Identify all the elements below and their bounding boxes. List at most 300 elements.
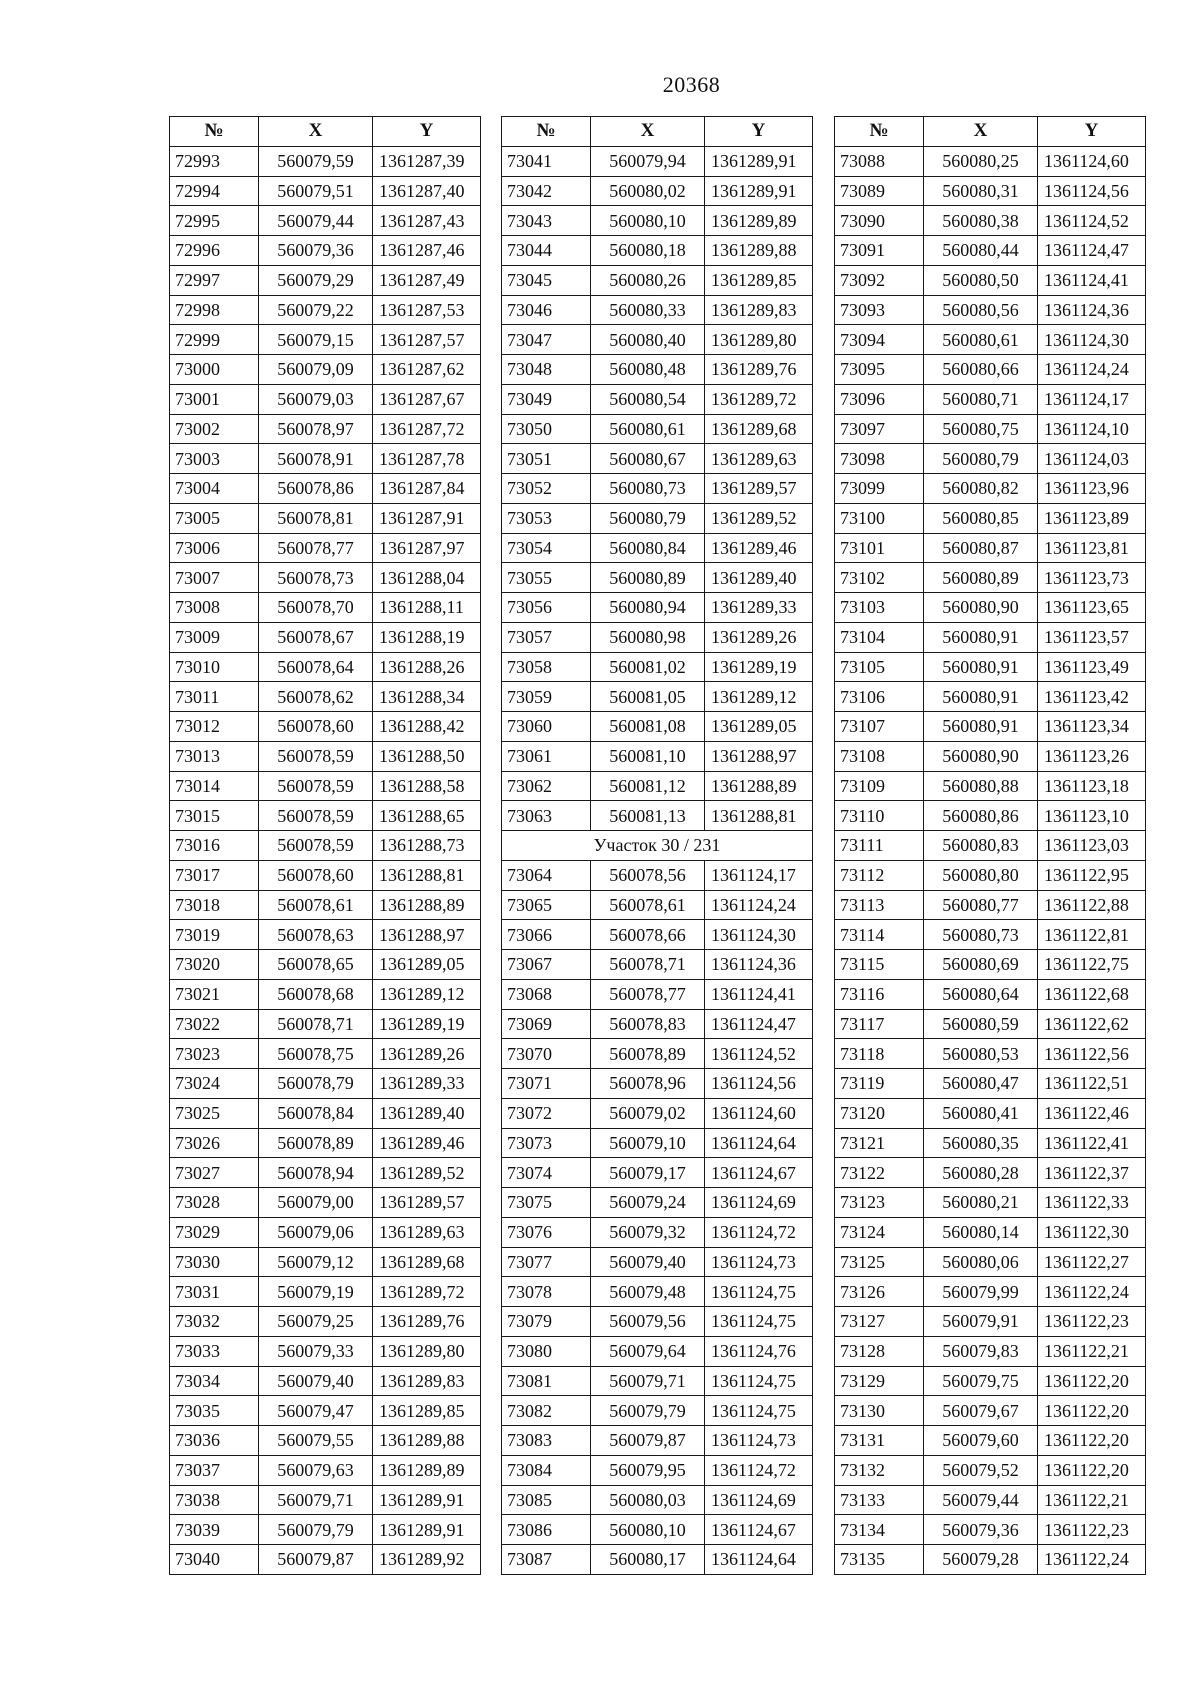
point-number-cell: 73061 (502, 741, 591, 771)
table-row (170, 1009, 481, 1039)
y-coordinate-cell: 1361124,47 (705, 1009, 813, 1039)
x-coordinate-cell: 560078,61 (259, 890, 373, 920)
point-number-cell: 73077 (502, 1247, 591, 1277)
x-coordinate-cell: 560079,94 (591, 146, 705, 176)
y-coordinate-cell: 1361123,03 (1038, 831, 1146, 861)
x-coordinate-cell: 560080,10 (591, 1515, 705, 1545)
point-number-cell: 73076 (502, 1217, 591, 1247)
point-number-cell: 73002 (170, 414, 259, 444)
table-row (170, 831, 481, 861)
point-number-cell: 73113 (835, 890, 924, 920)
table-row (835, 920, 1146, 950)
table-row (170, 652, 481, 682)
y-coordinate-cell: 1361122,88 (1038, 890, 1146, 920)
y-coordinate-cell: 1361122,24 (1038, 1277, 1146, 1307)
x-coordinate-cell: 560080,21 (924, 1188, 1038, 1218)
y-coordinate-cell: 1361288,89 (373, 890, 481, 920)
table-row (170, 1396, 481, 1426)
y-coordinate-cell: 1361122,33 (1038, 1188, 1146, 1218)
x-coordinate-cell: 560080,87 (924, 533, 1038, 563)
y-coordinate-cell: 1361289,91 (705, 146, 813, 176)
point-number-cell: 73069 (502, 1009, 591, 1039)
table-row (170, 563, 481, 593)
table-row (502, 771, 813, 801)
point-number-cell: 73027 (170, 1158, 259, 1188)
point-number-cell: 73131 (835, 1426, 924, 1456)
table-row (835, 712, 1146, 742)
table-row (502, 1069, 813, 1099)
point-number-cell: 73114 (835, 920, 924, 950)
y-coordinate-cell: 1361289,26 (373, 1039, 481, 1069)
y-coordinate-cell: 1361289,19 (373, 1009, 481, 1039)
table-row (170, 1366, 481, 1396)
x-coordinate-cell: 560080,83 (924, 831, 1038, 861)
x-coordinate-cell: 560079,47 (259, 1396, 373, 1426)
y-coordinate-cell: 1361287,53 (373, 295, 481, 325)
x-coordinate-cell: 560080,75 (924, 414, 1038, 444)
table-row (835, 1128, 1146, 1158)
y-coordinate-cell: 1361289,89 (373, 1455, 481, 1485)
y-coordinate-cell: 1361122,30 (1038, 1217, 1146, 1247)
table-row (170, 236, 481, 266)
y-coordinate-cell: 1361122,20 (1038, 1455, 1146, 1485)
x-coordinate-cell: 560079,09 (259, 355, 373, 385)
x-coordinate-cell: 560079,91 (924, 1307, 1038, 1337)
y-coordinate-cell: 1361287,91 (373, 503, 481, 533)
table-row (835, 1515, 1146, 1545)
x-coordinate-cell: 560080,59 (924, 1009, 1038, 1039)
x-coordinate-cell: 560079,40 (259, 1366, 373, 1396)
point-number-cell: 73088 (835, 146, 924, 176)
x-coordinate-cell: 560079,32 (591, 1217, 705, 1247)
y-coordinate-cell: 1361124,73 (705, 1247, 813, 1277)
table-row (502, 1128, 813, 1158)
y-coordinate-cell: 1361122,81 (1038, 920, 1146, 950)
point-number-cell: 73132 (835, 1455, 924, 1485)
point-number-cell: 73008 (170, 593, 259, 623)
table-row (170, 474, 481, 504)
y-coordinate-cell: 1361122,46 (1038, 1098, 1146, 1128)
y-coordinate-cell: 1361289,33 (373, 1069, 481, 1099)
y-coordinate-cell: 1361123,42 (1038, 682, 1146, 712)
y-coordinate-cell: 1361289,85 (705, 265, 813, 295)
x-coordinate-cell: 560080,91 (924, 622, 1038, 652)
x-coordinate-cell: 560079,71 (259, 1485, 373, 1515)
x-coordinate-cell: 560079,87 (259, 1545, 373, 1575)
x-coordinate-cell: 560079,19 (259, 1277, 373, 1307)
y-coordinate-cell: 1361288,89 (705, 771, 813, 801)
x-coordinate-cell: 560080,53 (924, 1039, 1038, 1069)
table-row (835, 1069, 1146, 1099)
table-row (502, 206, 813, 236)
point-number-cell: 73047 (502, 325, 591, 355)
point-number-cell: 73121 (835, 1128, 924, 1158)
x-coordinate-cell: 560078,68 (259, 979, 373, 1009)
x-coordinate-cell: 560078,60 (259, 712, 373, 742)
x-coordinate-cell: 560079,10 (591, 1128, 705, 1158)
point-number-cell: 73044 (502, 236, 591, 266)
point-number-cell: 73115 (835, 950, 924, 980)
point-number-cell: 73013 (170, 741, 259, 771)
point-number-cell: 73110 (835, 801, 924, 831)
x-coordinate-cell: 560080,91 (924, 712, 1038, 742)
y-coordinate-cell: 1361288,81 (705, 801, 813, 831)
x-coordinate-cell: 560080,03 (591, 1485, 705, 1515)
x-coordinate-cell: 560078,59 (259, 771, 373, 801)
x-coordinate-cell: 560080,28 (924, 1158, 1038, 1188)
x-coordinate-cell: 560078,56 (591, 860, 705, 890)
y-coordinate-cell: 1361122,23 (1038, 1515, 1146, 1545)
point-number-cell: 72999 (170, 325, 259, 355)
table-row (170, 1515, 481, 1545)
y-coordinate-cell: 1361122,20 (1038, 1426, 1146, 1456)
y-coordinate-cell: 1361289,05 (705, 712, 813, 742)
table-row (835, 682, 1146, 712)
table-row (502, 355, 813, 385)
point-number-cell: 73126 (835, 1277, 924, 1307)
point-number-cell: 73001 (170, 384, 259, 414)
x-coordinate-cell: 560081,12 (591, 771, 705, 801)
x-coordinate-cell: 560080,06 (924, 1247, 1038, 1277)
point-number-cell: 73009 (170, 622, 259, 652)
x-coordinate-cell: 560081,13 (591, 801, 705, 831)
table-row (170, 444, 481, 474)
y-coordinate-cell: 1361287,46 (373, 236, 481, 266)
table-row (835, 503, 1146, 533)
x-coordinate-cell: 560081,10 (591, 741, 705, 771)
header-number: № (170, 117, 259, 147)
point-number-cell: 73120 (835, 1098, 924, 1128)
y-coordinate-cell: 1361122,37 (1038, 1158, 1146, 1188)
point-number-cell: 73026 (170, 1128, 259, 1158)
x-coordinate-cell: 560078,63 (259, 920, 373, 950)
table-row (170, 1455, 481, 1485)
table-row (170, 355, 481, 385)
point-number-cell: 73048 (502, 355, 591, 385)
point-number-cell: 73023 (170, 1039, 259, 1069)
y-coordinate-cell: 1361289,92 (373, 1545, 481, 1575)
y-coordinate-cell: 1361124,67 (705, 1515, 813, 1545)
y-coordinate-cell: 1361289,46 (373, 1128, 481, 1158)
y-coordinate-cell: 1361123,18 (1038, 771, 1146, 801)
table-row (502, 1366, 813, 1396)
point-number-cell: 73124 (835, 1217, 924, 1247)
x-coordinate-cell: 560078,97 (259, 414, 373, 444)
y-coordinate-cell: 1361288,73 (373, 831, 481, 861)
point-number-cell: 73128 (835, 1336, 924, 1366)
y-coordinate-cell: 1361123,96 (1038, 474, 1146, 504)
point-number-cell: 73108 (835, 741, 924, 771)
table-row (502, 325, 813, 355)
y-coordinate-cell: 1361289,57 (705, 474, 813, 504)
x-coordinate-cell: 560078,59 (259, 741, 373, 771)
y-coordinate-cell: 1361124,64 (705, 1545, 813, 1575)
y-coordinate-cell: 1361287,40 (373, 176, 481, 206)
y-coordinate-cell: 1361289,63 (373, 1217, 481, 1247)
point-number-cell: 73103 (835, 593, 924, 623)
x-coordinate-cell: 560080,79 (591, 503, 705, 533)
point-number-cell: 73035 (170, 1396, 259, 1426)
point-number-cell: 73066 (502, 920, 591, 950)
table-row (835, 593, 1146, 623)
x-coordinate-cell: 560078,91 (259, 444, 373, 474)
x-coordinate-cell: 560079,75 (924, 1366, 1038, 1396)
table-row (835, 890, 1146, 920)
x-coordinate-cell: 560079,28 (924, 1545, 1038, 1575)
y-coordinate-cell: 1361288,97 (373, 920, 481, 950)
header-row (502, 117, 813, 147)
point-number-cell: 73096 (835, 384, 924, 414)
table-row (502, 1098, 813, 1128)
x-coordinate-cell: 560078,60 (259, 860, 373, 890)
x-coordinate-cell: 560081,05 (591, 682, 705, 712)
x-coordinate-cell: 560078,59 (259, 801, 373, 831)
y-coordinate-cell: 1361289,72 (705, 384, 813, 414)
point-number-cell: 73029 (170, 1217, 259, 1247)
point-number-cell: 73058 (502, 652, 591, 682)
table-row (170, 295, 481, 325)
point-number-cell: 73133 (835, 1485, 924, 1515)
x-coordinate-cell: 560078,64 (259, 652, 373, 682)
table-row (170, 1247, 481, 1277)
y-coordinate-cell: 1361124,17 (1038, 384, 1146, 414)
point-number-cell: 73104 (835, 622, 924, 652)
table-row (835, 801, 1146, 831)
x-coordinate-cell: 560080,94 (591, 593, 705, 623)
table-row (502, 1039, 813, 1069)
point-number-cell: 73135 (835, 1545, 924, 1575)
y-coordinate-cell: 1361124,75 (705, 1307, 813, 1337)
point-number-cell: 73085 (502, 1485, 591, 1515)
table-row (170, 1485, 481, 1515)
point-number-cell: 73034 (170, 1366, 259, 1396)
point-number-cell: 73017 (170, 860, 259, 890)
x-coordinate-cell: 560079,48 (591, 1277, 705, 1307)
x-coordinate-cell: 560079,25 (259, 1307, 373, 1337)
point-number-cell: 73064 (502, 860, 591, 890)
x-coordinate-cell: 560081,08 (591, 712, 705, 742)
y-coordinate-cell: 1361289,85 (373, 1396, 481, 1426)
header-row (170, 117, 481, 147)
x-coordinate-cell: 560079,00 (259, 1188, 373, 1218)
y-coordinate-cell: 1361289,91 (373, 1515, 481, 1545)
x-coordinate-cell: 560078,73 (259, 563, 373, 593)
point-number-cell: 73050 (502, 414, 591, 444)
table-row (835, 1366, 1146, 1396)
x-coordinate-cell: 560080,40 (591, 325, 705, 355)
x-coordinate-cell: 560079,60 (924, 1426, 1038, 1456)
x-coordinate-cell: 560079,99 (924, 1277, 1038, 1307)
table-row (502, 1485, 813, 1515)
point-number-cell: 72993 (170, 146, 259, 176)
y-coordinate-cell: 1361124,24 (1038, 355, 1146, 385)
y-coordinate-cell: 1361289,12 (373, 979, 481, 1009)
table-row (502, 474, 813, 504)
x-coordinate-cell: 560079,56 (591, 1307, 705, 1337)
x-coordinate-cell: 560080,88 (924, 771, 1038, 801)
table-row (835, 860, 1146, 890)
x-coordinate-cell: 560079,24 (591, 1188, 705, 1218)
x-coordinate-cell: 560080,66 (924, 355, 1038, 385)
point-number-cell: 73119 (835, 1069, 924, 1099)
point-number-cell: 73118 (835, 1039, 924, 1069)
table-row (502, 860, 813, 890)
x-coordinate-cell: 560080,91 (924, 652, 1038, 682)
point-number-cell: 73025 (170, 1098, 259, 1128)
point-number-cell: 73125 (835, 1247, 924, 1277)
y-coordinate-cell: 1361289,76 (373, 1307, 481, 1337)
x-coordinate-cell: 560079,51 (259, 176, 373, 206)
y-coordinate-cell: 1361124,03 (1038, 444, 1146, 474)
table-row (835, 1336, 1146, 1366)
y-coordinate-cell: 1361124,36 (1038, 295, 1146, 325)
x-coordinate-cell: 560078,71 (259, 1009, 373, 1039)
x-coordinate-cell: 560078,96 (591, 1069, 705, 1099)
point-number-cell: 73095 (835, 355, 924, 385)
x-coordinate-cell: 560079,87 (591, 1426, 705, 1456)
table-row (170, 1158, 481, 1188)
point-number-cell: 73129 (835, 1366, 924, 1396)
table-row (502, 1247, 813, 1277)
table-row (170, 325, 481, 355)
y-coordinate-cell: 1361122,62 (1038, 1009, 1146, 1039)
x-coordinate-cell: 560080,50 (924, 265, 1038, 295)
y-coordinate-cell: 1361123,26 (1038, 741, 1146, 771)
table-row (502, 950, 813, 980)
x-coordinate-cell: 560079,79 (259, 1515, 373, 1545)
point-number-cell: 73098 (835, 444, 924, 474)
y-coordinate-cell: 1361288,58 (373, 771, 481, 801)
y-coordinate-cell: 1361123,10 (1038, 801, 1146, 831)
y-coordinate-cell: 1361287,72 (373, 414, 481, 444)
point-number-cell: 73056 (502, 593, 591, 623)
point-number-cell: 73062 (502, 771, 591, 801)
table-row (502, 414, 813, 444)
point-number-cell: 73068 (502, 979, 591, 1009)
x-coordinate-cell: 560080,69 (924, 950, 1038, 980)
header-x: X (259, 117, 373, 147)
table-row (170, 176, 481, 206)
y-coordinate-cell: 1361123,34 (1038, 712, 1146, 742)
point-number-cell: 73080 (502, 1336, 591, 1366)
table-row (170, 593, 481, 623)
x-coordinate-cell: 560080,10 (591, 206, 705, 236)
point-number-cell: 73020 (170, 950, 259, 980)
x-coordinate-cell: 560078,94 (259, 1158, 373, 1188)
y-coordinate-cell: 1361287,43 (373, 206, 481, 236)
x-coordinate-cell: 560080,61 (924, 325, 1038, 355)
table-row (170, 1307, 481, 1337)
y-coordinate-cell: 1361123,73 (1038, 563, 1146, 593)
point-number-cell: 73094 (835, 325, 924, 355)
table-row (502, 920, 813, 950)
x-coordinate-cell: 560078,70 (259, 593, 373, 623)
point-number-cell: 73004 (170, 474, 259, 504)
table-row (170, 384, 481, 414)
x-coordinate-cell: 560079,44 (259, 206, 373, 236)
x-coordinate-cell: 560080,18 (591, 236, 705, 266)
y-coordinate-cell: 1361289,80 (373, 1336, 481, 1366)
table-row (835, 1247, 1146, 1277)
y-coordinate-cell: 1361287,49 (373, 265, 481, 295)
y-coordinate-cell: 1361289,26 (705, 622, 813, 652)
x-coordinate-cell: 560079,17 (591, 1158, 705, 1188)
y-coordinate-cell: 1361122,21 (1038, 1485, 1146, 1515)
coordinates-table-1 (169, 116, 481, 1575)
y-coordinate-cell: 1361289,46 (705, 533, 813, 563)
header-x: X (591, 117, 705, 147)
point-number-cell: 73130 (835, 1396, 924, 1426)
x-coordinate-cell: 560078,66 (591, 920, 705, 950)
point-number-cell: 73007 (170, 563, 259, 593)
table-row (502, 1009, 813, 1039)
x-coordinate-cell: 560078,77 (591, 979, 705, 1009)
point-number-cell: 73051 (502, 444, 591, 474)
table-row (835, 533, 1146, 563)
point-number-cell: 73074 (502, 1158, 591, 1188)
y-coordinate-cell: 1361122,75 (1038, 950, 1146, 980)
point-number-cell: 73067 (502, 950, 591, 980)
y-coordinate-cell: 1361122,68 (1038, 979, 1146, 1009)
table-row (502, 801, 813, 831)
point-number-cell: 73079 (502, 1307, 591, 1337)
point-number-cell: 73060 (502, 712, 591, 742)
x-coordinate-cell: 560080,44 (924, 236, 1038, 266)
header-x: X (924, 117, 1038, 147)
point-number-cell: 72997 (170, 265, 259, 295)
section-row (502, 831, 813, 861)
table-row (170, 1336, 481, 1366)
y-coordinate-cell: 1361287,78 (373, 444, 481, 474)
point-number-cell: 73082 (502, 1396, 591, 1426)
point-number-cell: 73091 (835, 236, 924, 266)
y-coordinate-cell: 1361124,67 (705, 1158, 813, 1188)
x-coordinate-cell: 560081,02 (591, 652, 705, 682)
table-row (835, 325, 1146, 355)
y-coordinate-cell: 1361124,60 (705, 1098, 813, 1128)
point-number-cell: 73052 (502, 474, 591, 504)
y-coordinate-cell: 1361287,62 (373, 355, 481, 385)
x-coordinate-cell: 560080,64 (924, 979, 1038, 1009)
point-number-cell: 73099 (835, 474, 924, 504)
y-coordinate-cell: 1361289,76 (705, 355, 813, 385)
y-coordinate-cell: 1361124,52 (1038, 206, 1146, 236)
y-coordinate-cell: 1361289,83 (373, 1366, 481, 1396)
point-number-cell: 73134 (835, 1515, 924, 1545)
y-coordinate-cell: 1361288,65 (373, 801, 481, 831)
table-row (502, 652, 813, 682)
y-coordinate-cell: 1361289,05 (373, 950, 481, 980)
y-coordinate-cell: 1361289,19 (705, 652, 813, 682)
table-row (835, 1039, 1146, 1069)
y-coordinate-cell: 1361123,81 (1038, 533, 1146, 563)
point-number-cell: 73100 (835, 503, 924, 533)
x-coordinate-cell: 560079,67 (924, 1396, 1038, 1426)
y-coordinate-cell: 1361289,40 (705, 563, 813, 593)
x-coordinate-cell: 560079,29 (259, 265, 373, 295)
x-coordinate-cell: 560080,56 (924, 295, 1038, 325)
point-number-cell: 73003 (170, 444, 259, 474)
x-coordinate-cell: 560080,80 (924, 860, 1038, 890)
point-number-cell: 73097 (835, 414, 924, 444)
table-row (170, 1277, 481, 1307)
y-coordinate-cell: 1361288,97 (705, 741, 813, 771)
x-coordinate-cell: 560079,83 (924, 1336, 1038, 1366)
y-coordinate-cell: 1361287,39 (373, 146, 481, 176)
y-coordinate-cell: 1361123,89 (1038, 503, 1146, 533)
x-coordinate-cell: 560079,02 (591, 1098, 705, 1128)
y-coordinate-cell: 1361122,27 (1038, 1247, 1146, 1277)
